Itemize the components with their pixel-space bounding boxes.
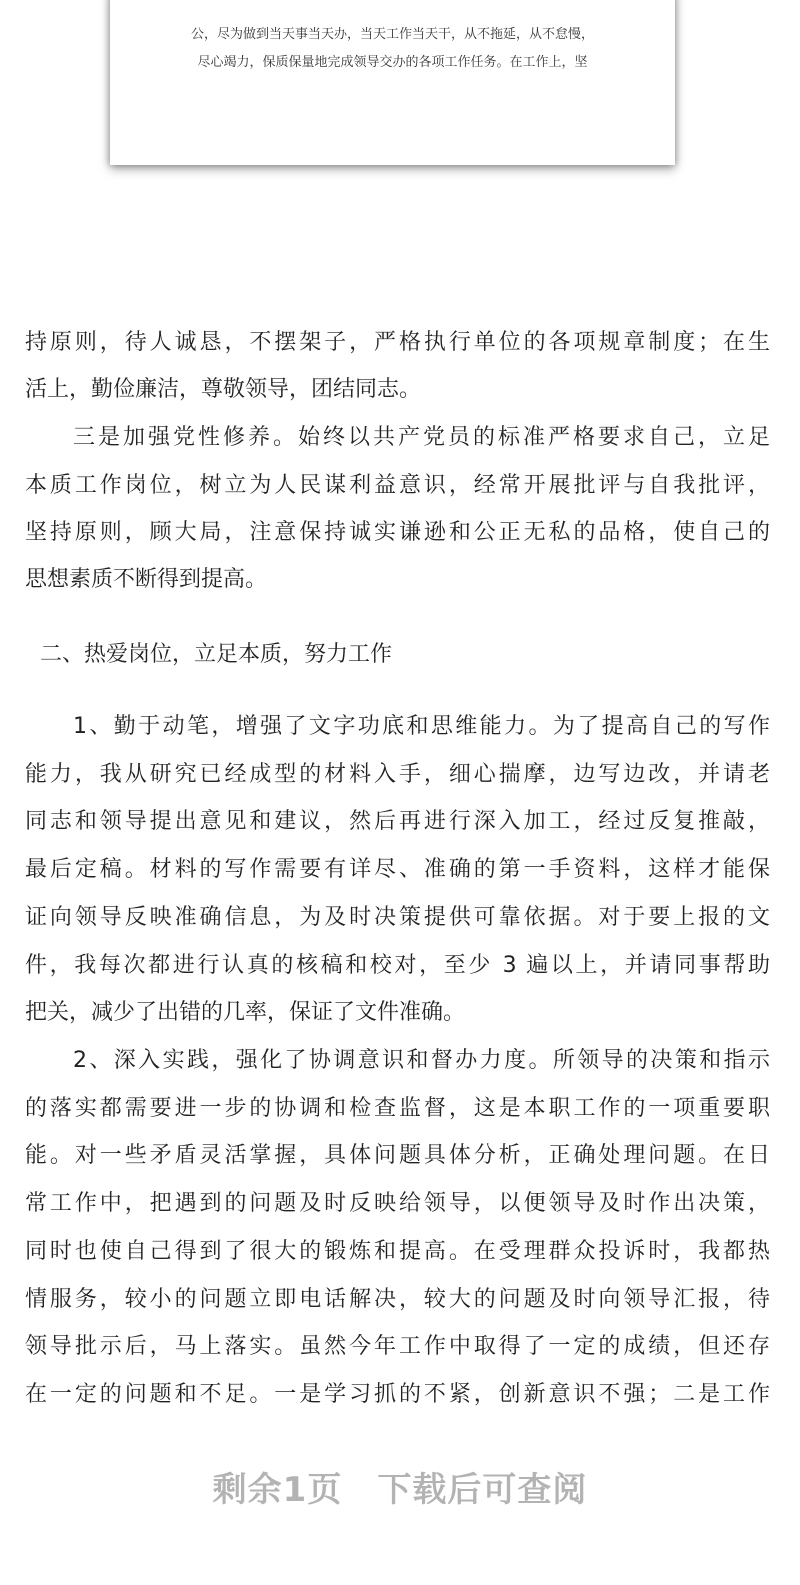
section-heading: 二、热爱岗位，立足本质，努力工作 bbox=[40, 642, 393, 667]
text-line: 本质工作岗位，树立为人民谋利益意识，经常开展批评与自我批评， bbox=[25, 473, 770, 498]
text-line: 活上，勤俭廉洁，尊敬领导，团结同志。 bbox=[25, 377, 422, 402]
text-line: 同时也使自己得到了很大的锻炼和提高。在受理群众投诉时，我都热 bbox=[25, 1239, 770, 1264]
text-line: 证向领导反映准确信息，为及时决策提供可靠依据。对于要上报的文 bbox=[25, 905, 770, 930]
text-line: 同志和领导提出意见和建议，然后再进行深入加工，经过反复推敲， bbox=[25, 809, 770, 834]
text-line: 1、勤于动笔，增强了文字功底和思维能力。为了提高自己的写作 bbox=[73, 714, 770, 739]
text-line: 情服务，较小的问题立即电话解决，较大的问题及时向领导汇报，待 bbox=[25, 1287, 770, 1312]
text-line: 2、深入实践，强化了协调意识和督办力度。所领导的决策和指示 bbox=[73, 1048, 770, 1073]
text-line: 的落实都需要进一步的协调和检查监督，这是本职工作的一项重要职 bbox=[25, 1096, 770, 1121]
text-line: 能力，我从研究已经成型的材料入手，细心揣摩，边写边改，并请老 bbox=[25, 762, 770, 787]
text-line: 三是加强党性修养。始终以共产党员的标准严格要求自己，立足 bbox=[73, 425, 770, 450]
text-line: 领导批示后，马上落实。虽然今年工作中取得了一定的成绩，但还存 bbox=[25, 1334, 770, 1359]
text-line: 能。对一些矛盾灵活掌握，具体问题具体分析，正确处理问题。在日 bbox=[25, 1143, 770, 1168]
text-line: 件，我每次都进行认真的核稿和校对，至少 3 遍以上，并请同事帮助 bbox=[25, 953, 770, 978]
text-line: 思想素质不断得到提高。 bbox=[25, 567, 268, 592]
text-line: 最后定稿。材料的写作需要有详尽、准确的第一手资料，这样才能保 bbox=[25, 857, 770, 882]
page-preview-card bbox=[110, 0, 675, 165]
preview-text-line: 尽心竭力，保质保量地完成领导交办的各项工作任务。在工作上，坚 bbox=[197, 55, 588, 70]
text-line: 坚持原则，顾大局，注意保持诚实谦逊和公正无私的品格，使自己的 bbox=[25, 520, 770, 545]
text-line: 持原则，待人诚恳，不摆架子，严格执行单位的各项规章制度；在生 bbox=[25, 330, 770, 355]
text-line: 在一定的问题和不足。一是学习抓的不紧，创新意识不强；二是工作 bbox=[25, 1382, 770, 1407]
preview-text-line: 公，尽为做到当天事当天办，当天工作当天干，从不拖延，从不怠慢， bbox=[190, 27, 594, 42]
remaining-pages-download-prompt[interactable]: 剩余1页 下载后可查阅 bbox=[212, 1470, 588, 1510]
text-line: 常工作中，把遇到的问题及时反映给领导，以便领导及时作出决策， bbox=[25, 1191, 770, 1216]
text-line: 把关，减少了出错的几率，保证了文件准确。 bbox=[25, 1000, 466, 1025]
